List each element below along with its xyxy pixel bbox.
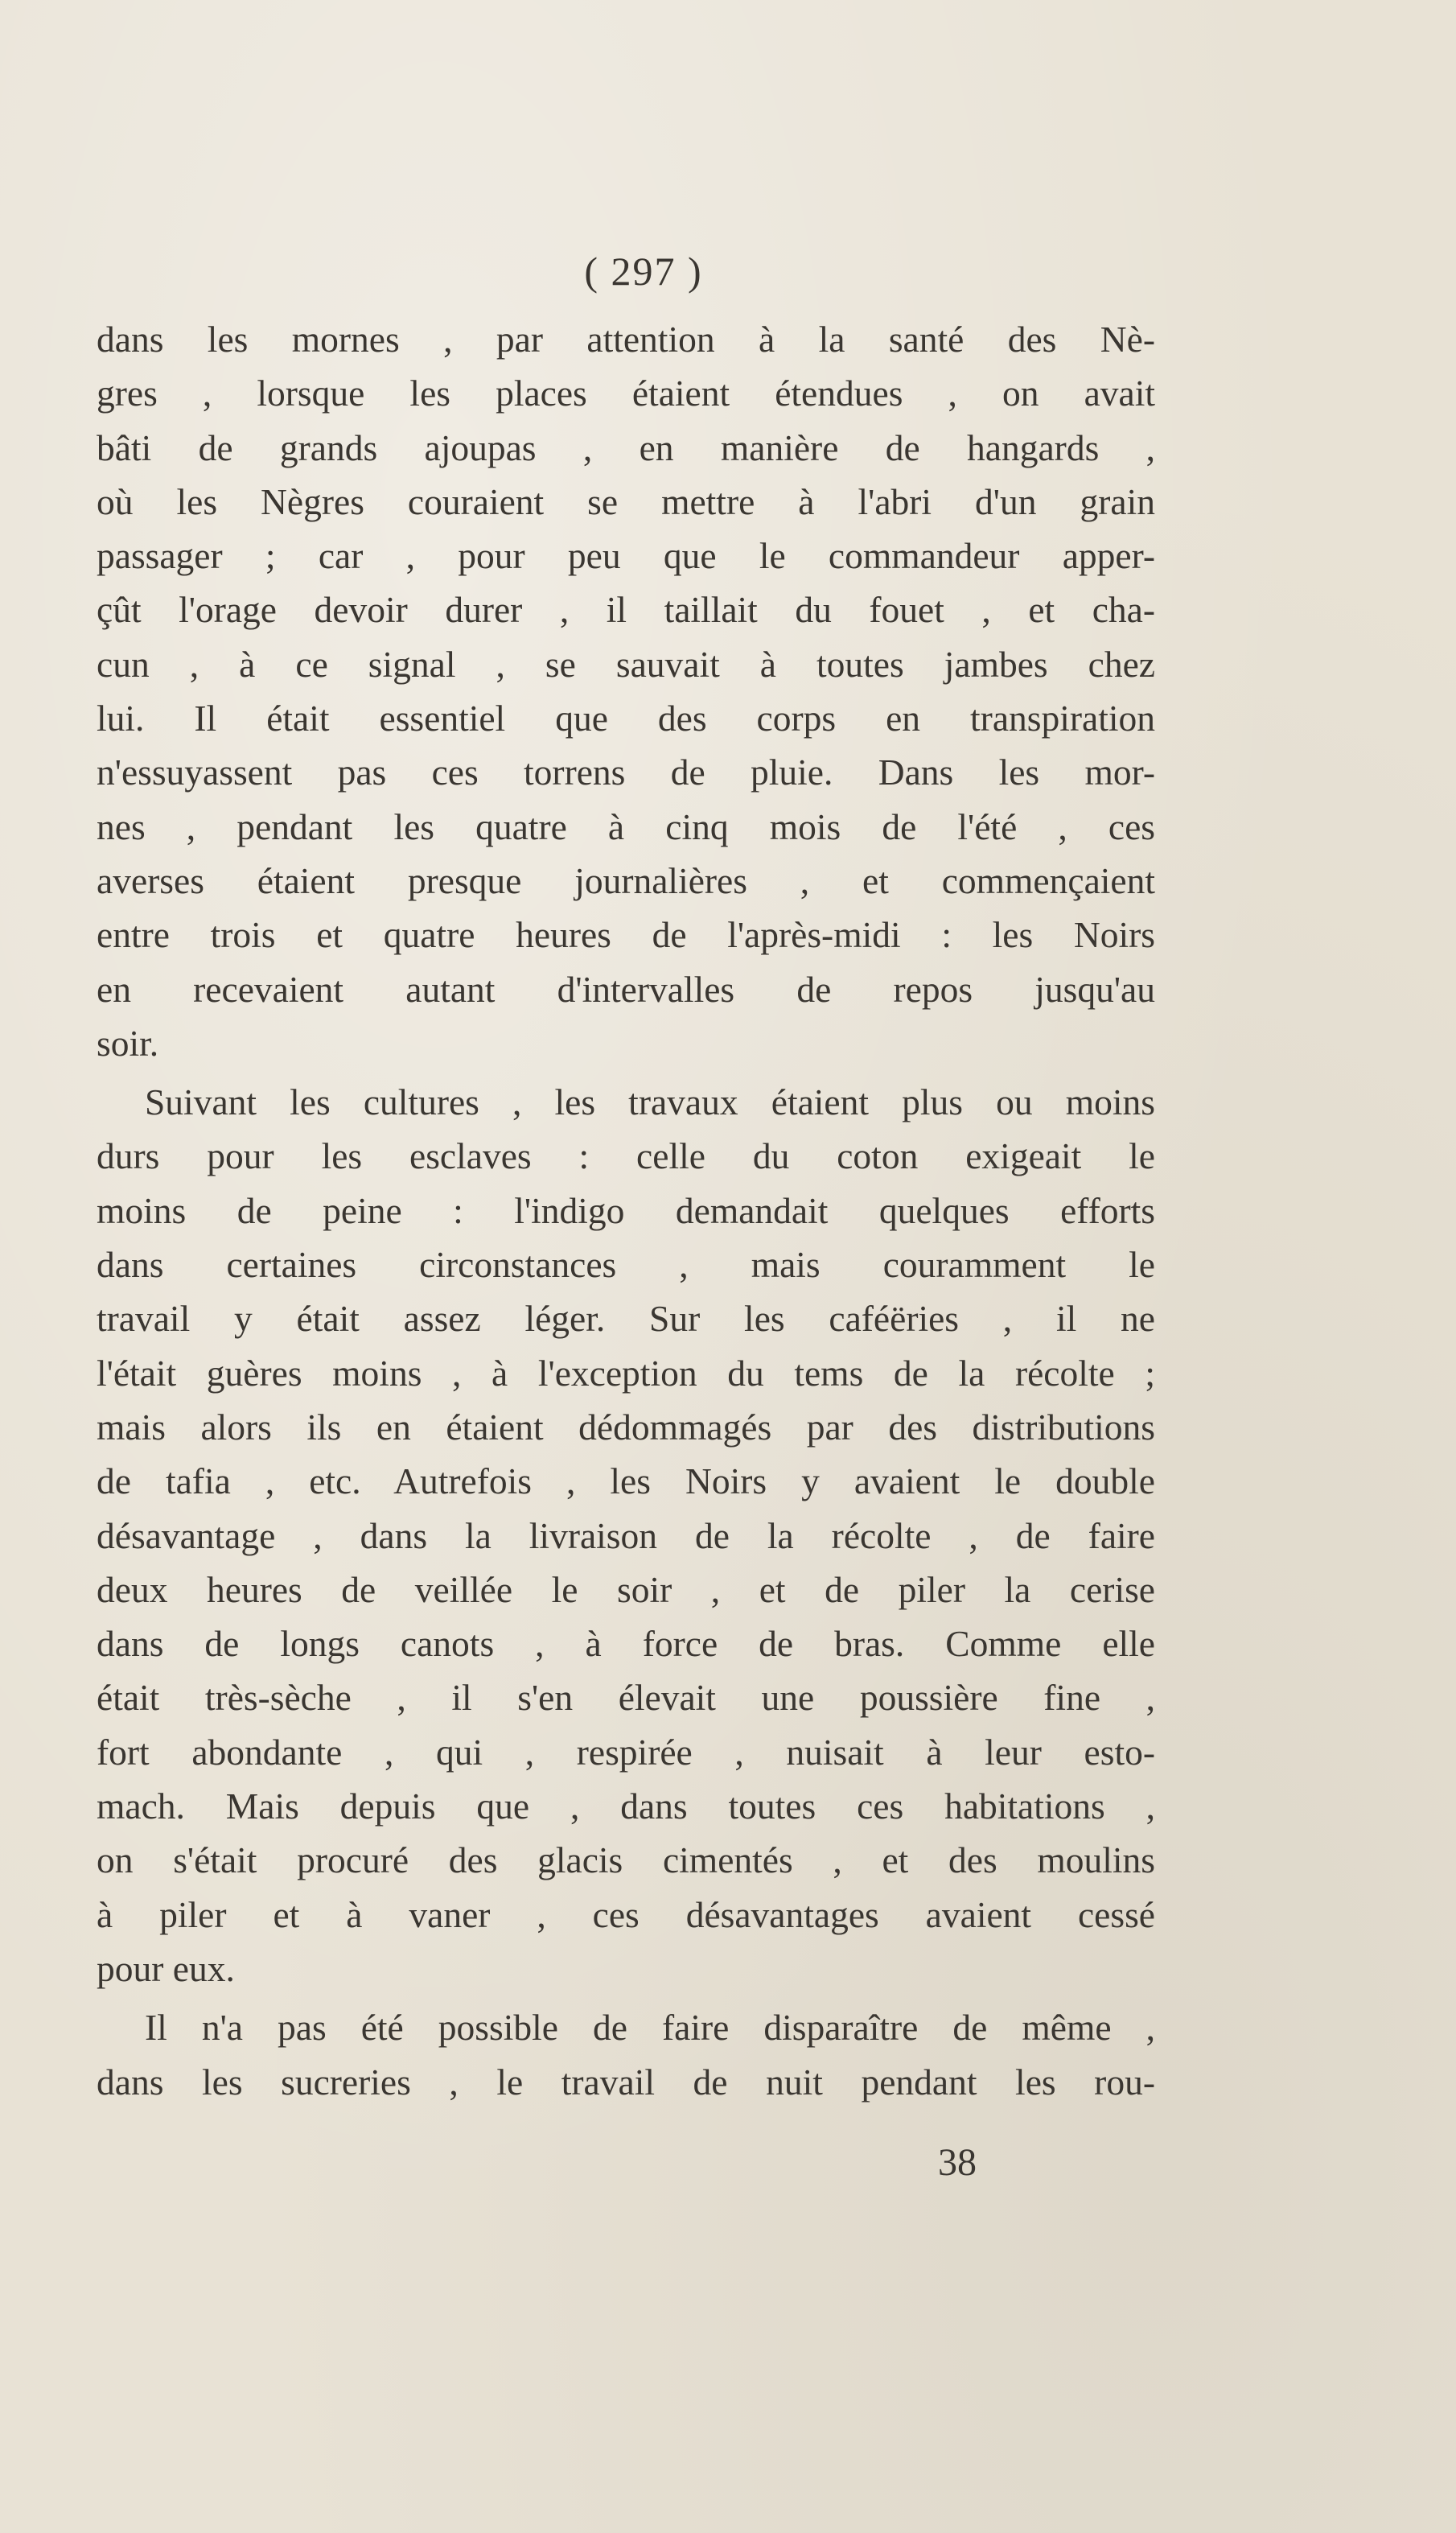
text-line: deux heures de veillée le soir , et de piler la cerise	[97, 1568, 1155, 1610]
text-line: mach. Mais depuis que , dans toutes ces habitations ,	[97, 1785, 1155, 1827]
text-line: l'était guères moins , à l'exception du tems de la récolte ;	[97, 1352, 1155, 1394]
text-line: bâti de grands ajoupas , en manière de hangards ,	[97, 426, 1155, 468]
text-line: gres , lorsque les places étaient étendues , on avait	[97, 373, 1155, 414]
text-line: désavantage , dans la livraison de la récolte , de faire	[97, 1514, 1155, 1556]
paragraph-1	[97, 312, 1155, 1070]
text-line: averses étaient presque journalières , et commençaient	[97, 859, 1155, 901]
paragraph-2	[97, 1075, 1155, 1996]
text-line: n'essuyassent pas ces torrens de pluie. Dans les mor-	[97, 752, 1155, 793]
text-line: nes , pendant les quatre à cinq mois de l'été , ces	[97, 805, 1155, 847]
text-line: entre trois et quatre heures de l'après-midi : les Noirs	[97, 914, 1155, 956]
text-line: dans certaines circonstances , mais couramment le	[97, 1244, 1155, 1286]
text-line: à piler et à vaner , ces désavantages avaient cessé	[97, 1893, 1155, 1935]
text-line: Il n'a pas été possible de faire disparaître de même ,	[145, 2007, 1155, 2049]
text-line: fort abondante , qui , respirée , nuisait à leur esto-	[97, 1731, 1155, 1773]
text-line: travail y était assez léger. Sur les caféëries , il ne	[97, 1298, 1155, 1340]
page-number: ( 297 )	[584, 249, 703, 294]
text-line: passager ; car , pour peu que le commandeur apper-	[97, 535, 1155, 577]
text-line: durs pour les esclaves : celle du coton exigeait le	[97, 1135, 1155, 1177]
text-line: dans les sucreries , le travail de nuit pendant les rou-	[97, 2061, 1155, 2103]
text-line: cun , à ce signal , se sauvait à toutes jambes chez	[97, 643, 1155, 685]
text-line: où les Nègres couraient se mettre à l'abri d'un grain	[97, 480, 1155, 522]
text-line: soir.	[97, 1022, 159, 1064]
text-line: çût l'orage devoir durer , il taillait du fouet , et cha-	[97, 589, 1155, 631]
text-line: mais alors ils en étaient dédommagés par des distributions	[97, 1406, 1155, 1448]
text-line: lui. Il était essentiel que des corps en transpiration	[97, 698, 1155, 739]
text-line: on s'était procuré des glacis cimentés , et des moulins	[97, 1839, 1155, 1881]
text-line: dans les mornes , par attention à la santé des Nè-	[97, 319, 1155, 360]
text-line: moins de peine : l'indigo demandait quelques efforts	[97, 1189, 1155, 1231]
text-line: en recevaient autant d'intervalles de repos jusqu'au	[97, 968, 1155, 1010]
paragraph-3	[97, 2000, 1155, 2109]
text-line: Suivant les cultures , les travaux étaient plus ou moins	[145, 1081, 1155, 1123]
text-line: dans de longs canots , à force de bras. Comme elle	[97, 1623, 1155, 1665]
text-line: était très-sèche , il s'en élevait une poussière fine ,	[97, 1677, 1155, 1719]
signature-mark: 38	[938, 2141, 977, 2184]
body-text	[97, 312, 1155, 2109]
text-line: de tafia , etc. Autrefois , les Noirs y avaient le double	[97, 1460, 1155, 1502]
text-line: pour eux.	[97, 1947, 235, 1989]
